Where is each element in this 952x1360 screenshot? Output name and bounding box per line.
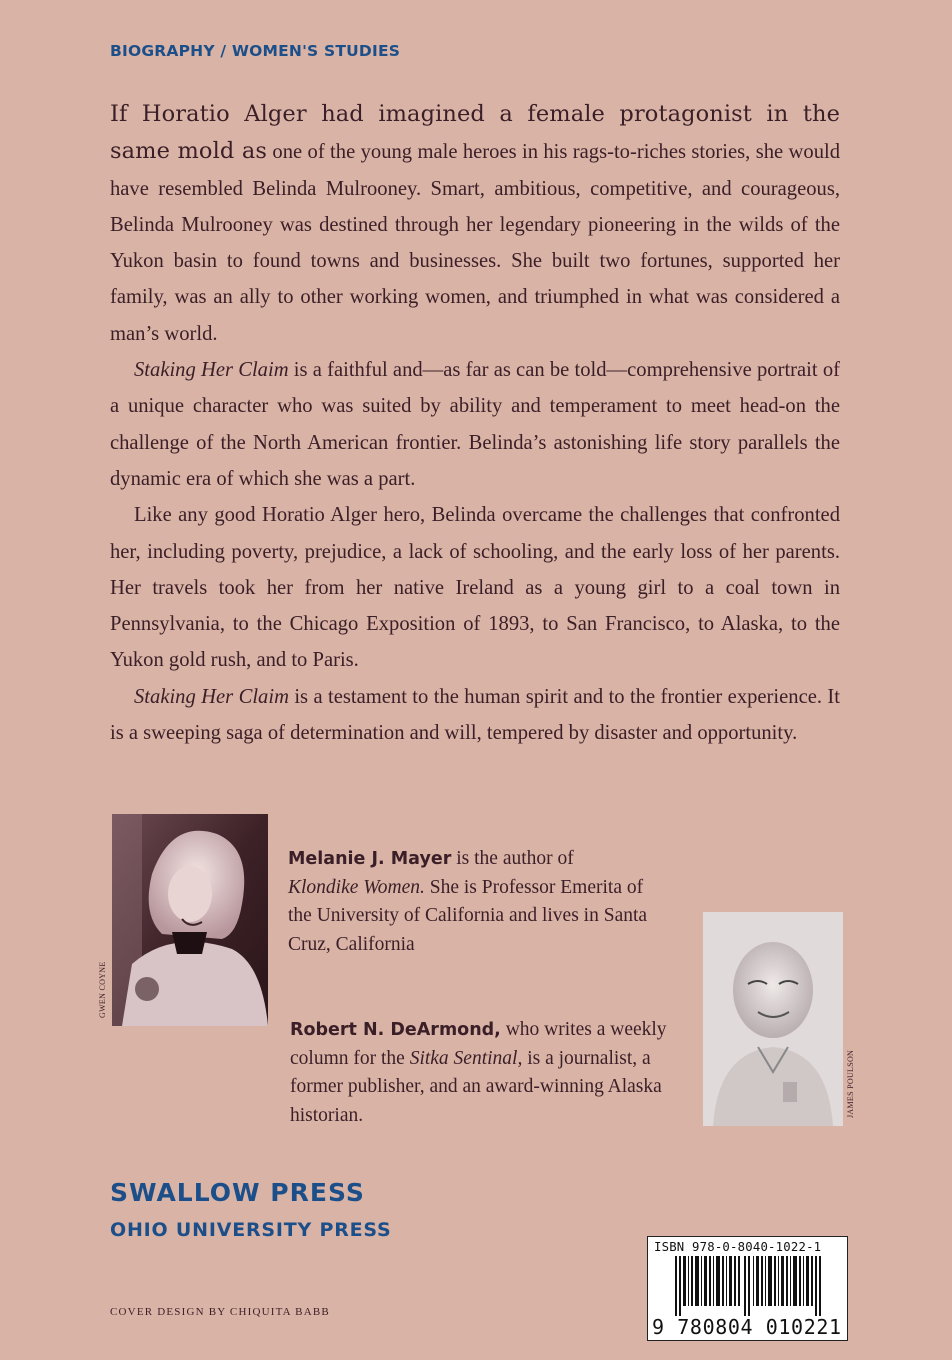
author1-bio: Melanie J. Mayer is the author of Klondike Women. She is Professor Emerita of the University of California and lives in Santa Cruz, California — [288, 848, 648, 955]
category-label: BIOGRAPHY / WOMEN'S STUDIES — [110, 42, 401, 60]
barcode-bars — [648, 1256, 847, 1316]
author1-photo — [112, 814, 268, 1026]
author1-photo-credit: GWEN COYNE — [98, 961, 107, 1018]
isbn-label: ISBN 978-0-8040-1022-1 — [654, 1240, 822, 1254]
author2-photo — [703, 912, 843, 1126]
author2-name: Robert N. DeArmond, — [290, 1020, 501, 1040]
description-paragraph-1: If Horatio Alger had imagined a female protagonist in the same mold as one of the young male heroes in his rags-to-riches stories, she would have resembled Belinda Mulrooney. Smart, ambitious, competitive, and courageous, Belinda Mulrooney was destined through her legendary pioneering in the wilds of the Yukon basin to found towns and businesses. She built two fortunes, supported her family, was an ally to other working women, and triumphed in what was considered a man’s world. — [110, 101, 841, 345]
description-paragraph-3: Like any good Horatio Alger hero, Belinda overcame the challenges that confronted her, including poverty, prejudice, a lack of schooling, and the early loss of her parents. Her travels took her from her native Ireland as a young girl to a coal town in Pennsylvania, to the Chicago Exposition of 1893, to San Francisco, to Alaska, to the Yukon gold rush, and to Paris. — [110, 504, 840, 672]
cover-design-credit: COVER DESIGN BY CHIQUITA BABB — [110, 1306, 330, 1318]
author2-bio: Robert N. DeArmond, who writes a weekly column for the Sitka Sentinal, is a journalist, a former publisher, and an award-winning Alaska historian. — [290, 1019, 667, 1126]
description-paragraph-2: Staking Her Claim is a faithful and—as far as can be told—comprehensive portrait of a unique character who was suited by ability and temperament to meet head-on the challenge of the North American frontier. Belinda’s astonishing life story parallels the dynamic era of which she was a part. — [110, 359, 840, 490]
publisher-swallow-press: SWALLOW PRESS — [110, 1178, 365, 1207]
author2-photo-credit: JAMES POULSON — [846, 1049, 855, 1118]
ean-number: 9 780804 010221 — [652, 1315, 842, 1339]
book-description — [110, 96, 840, 751]
isbn-barcode — [647, 1236, 848, 1341]
description-paragraph-4: Staking Her Claim is a testament to the human spirit and to the frontier experience. It is a sweeping saga of determination and will, tempered by disaster and opportunity. — [110, 685, 840, 745]
publisher-ohio-university-press: OHIO UNIVERSITY PRESS — [110, 1219, 392, 1241]
author1-name: Melanie J. Mayer — [288, 849, 452, 869]
